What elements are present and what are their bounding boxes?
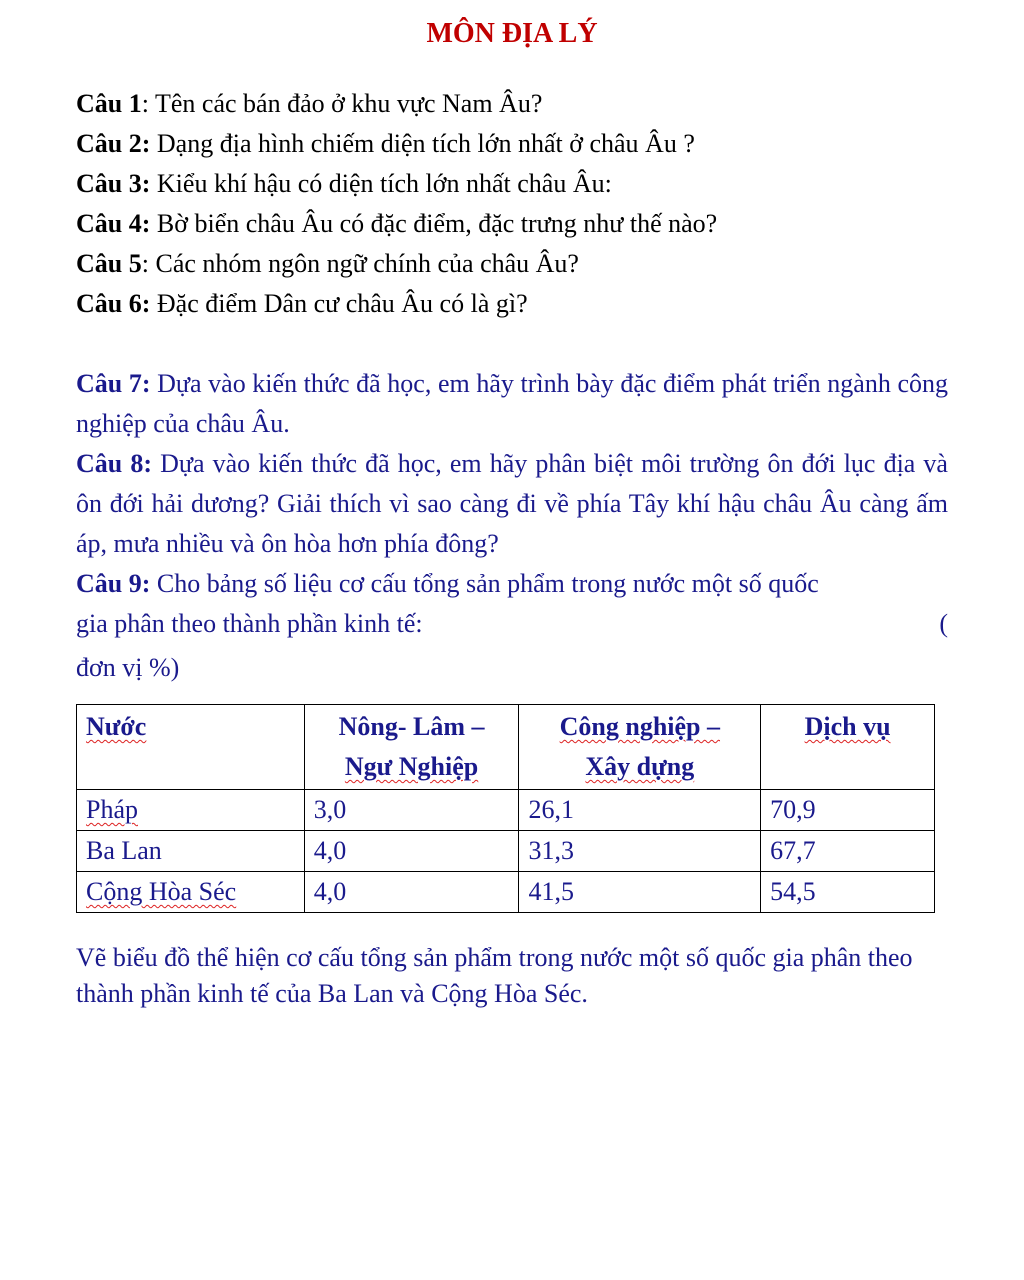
- table-cell: 41,5: [519, 872, 761, 913]
- question-8: [76, 444, 948, 564]
- header-services: [761, 705, 935, 790]
- question-sep: :: [141, 89, 149, 118]
- question-label: Câu 8:: [76, 449, 152, 478]
- question-3: [76, 164, 612, 204]
- question-1: [76, 84, 542, 124]
- question-sep: :: [141, 249, 149, 278]
- question-4: [76, 204, 717, 244]
- table-cell: 26,1: [519, 790, 761, 831]
- table-header-row: [77, 705, 935, 790]
- table-cell: Ba Lan: [77, 831, 305, 872]
- table-cell: 54,5: [761, 872, 935, 913]
- header-text: Nước: [86, 712, 147, 741]
- data-table: [76, 704, 935, 913]
- drawing-task: Vẽ biểu đồ thể hiện cơ cấu tổng sản phẩm trong nước một số quốc gia phân theo thành phần kinh tế của Ba Lan và Cộng Hòa Séc.: [76, 943, 913, 1008]
- question-text: Bờ biển châu Âu có đặc điểm, đặc trưng như thế nào?: [150, 209, 718, 238]
- question-7: [76, 364, 948, 444]
- table-cell: 67,7: [761, 831, 935, 872]
- question-label: Câu 1: [76, 89, 142, 118]
- question-text: Tên các bán đảo ở khu vực Nam Âu?: [148, 89, 543, 118]
- question-label: Câu 6:: [76, 289, 151, 318]
- question-5: [76, 244, 579, 284]
- table-row: [77, 790, 935, 831]
- table-cell: 4,0: [304, 831, 519, 872]
- question-text: Dựa vào kiến thức đã học, em hãy phân biệt môi trường ôn đới lục địa và ôn đới hải dương? Giải thích vì sao càng đi về phía Tây khí hậu châu Âu càng ấm áp, mưa nhiều và ôn hòa hơn phía đông?: [76, 449, 948, 558]
- cell-text: Cộng Hòa Séc: [86, 877, 237, 906]
- question-label: Câu 7:: [76, 369, 151, 398]
- question-text: Các nhóm ngôn ngữ chính của châu Âu?: [148, 249, 579, 278]
- header-agriculture: [304, 705, 519, 790]
- page-title: MÔN ĐỊA LÝ: [426, 18, 598, 49]
- question-9-continuation: [76, 604, 948, 644]
- question-9: [76, 564, 948, 604]
- cell-text: Pháp: [86, 795, 138, 824]
- question-label: Câu 4:: [76, 209, 151, 238]
- question-9-line2: gia phân theo thành phần kinh tế:: [76, 609, 423, 638]
- question-text: Kiểu khí hậu có diện tích lớn nhất châu Âu:: [150, 169, 612, 198]
- question-text: Dạng địa hình chiếm diện tích lớn nhất ở châu Âu ?: [150, 129, 695, 158]
- table-row: [77, 872, 935, 913]
- question-text: Cho bảng số liệu cơ cấu tổng sản phẩm trong nước một số quốc: [150, 569, 819, 598]
- question-label: Câu 2:: [76, 129, 151, 158]
- table-cell: 31,3: [519, 831, 761, 872]
- header-text: Nông- Lâm –: [338, 712, 485, 741]
- table-row: [77, 831, 935, 872]
- header-industry: [519, 705, 761, 790]
- table-cell: 70,9: [761, 790, 935, 831]
- table-cell: [77, 790, 305, 831]
- header-text: Ngư Nghiệp: [344, 752, 479, 781]
- question-label: Câu 5: [76, 249, 142, 278]
- header-country: [77, 705, 305, 790]
- question-text: Dựa vào kiến thức đã học, em hãy trình bày đặc điểm phát triển ngành công nghiệp của châu Âu.: [76, 369, 948, 438]
- header-text: Dịch vụ: [804, 712, 891, 741]
- table-cell: [77, 872, 305, 913]
- question-label: Câu 9:: [76, 569, 151, 598]
- question-2: [76, 124, 695, 164]
- unit-text: đơn vị %): [76, 653, 180, 682]
- header-text: Công nghiệp –: [559, 712, 721, 741]
- table-cell: 3,0: [304, 790, 519, 831]
- question-label: Câu 3:: [76, 169, 151, 198]
- question-6: [76, 284, 528, 324]
- table-cell: 4,0: [304, 872, 519, 913]
- question-text: Đặc điểm Dân cư châu Âu có là gì?: [150, 289, 528, 318]
- header-text: Xây dựng: [585, 752, 695, 781]
- open-paren: (: [939, 609, 948, 638]
